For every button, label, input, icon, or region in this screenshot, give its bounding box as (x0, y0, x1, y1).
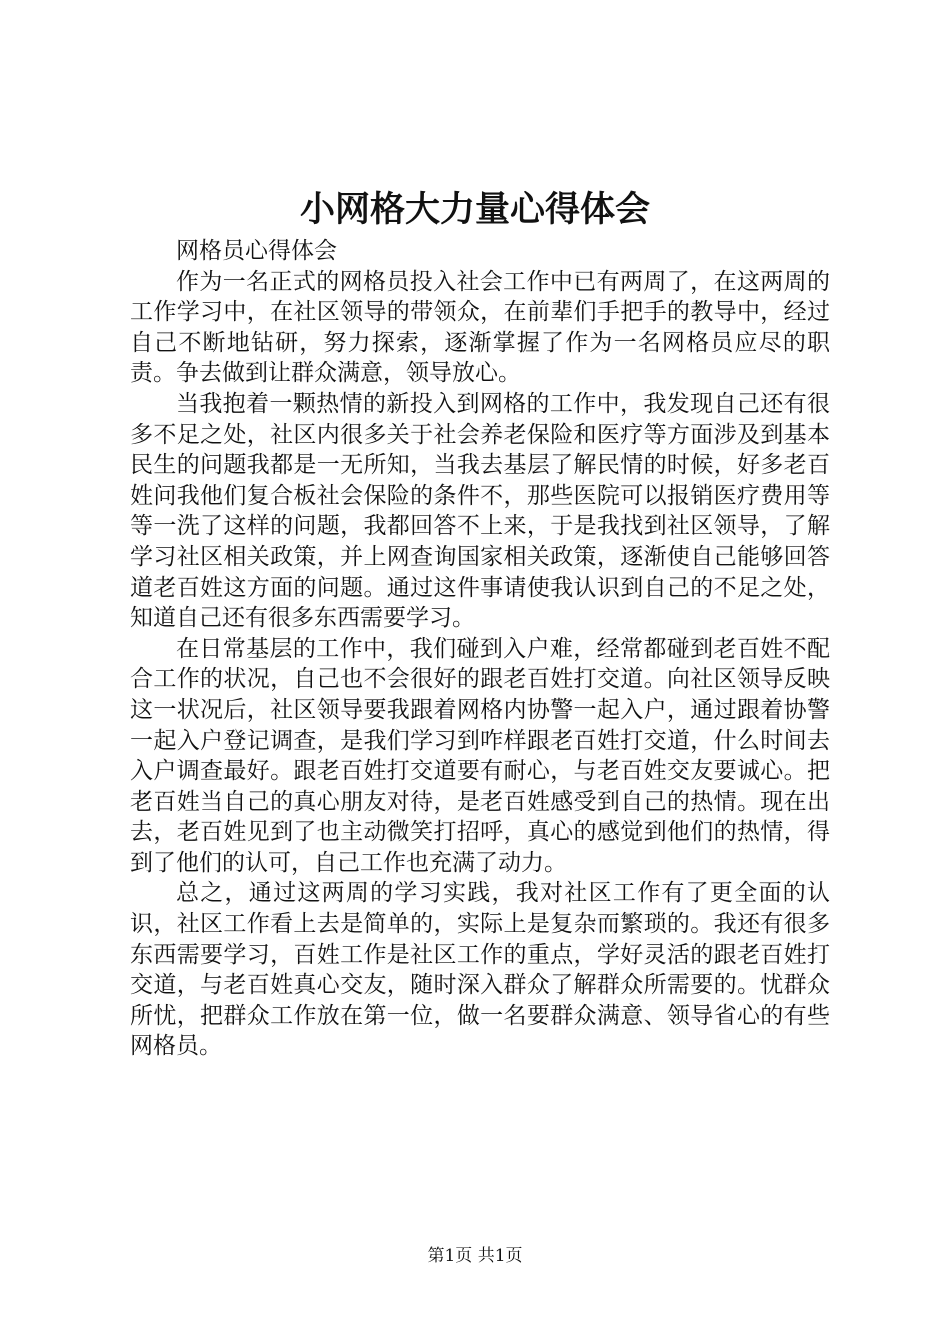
document-body (130, 236, 830, 1062)
section-heading: 网格员心得体会 (176, 238, 337, 264)
document-title: 小网格大力量心得体会 (299, 189, 650, 230)
paragraph: 在日常基层的工作中，我们碰到入户难，经常都碰到老百姓不配合工作的状况，自己也不会很好的跟老百姓打交道。向社区领导反映这一状况后，社区领导要我跟着网格内协警一起入户，通过跟着协警一起入户登记调查，是我们学习到咋样跟老百姓打交道，什么时间去入户调查最好。跟老百姓打交道要有耐心，与老百姓交友要诚心。把老百姓当自己的真心朋友对待，是老百姓感受到自己的热情。现在出去，老百姓见到了也主动微笑打招呼，真心的感觉到他们的热情，得到了他们的认可，自己工作也充满了动力。 (130, 635, 830, 876)
page-number-footer: 第1页 共1页 (427, 1246, 523, 1266)
paragraph: 作为一名正式的网格员投入社会工作中已有两周了，在这两周的工作学习中，在社区领导的带领众，在前辈们手把手的教导中，经过自己不断地钻研，努力探索，逐渐掌握了作为一名网格员应尽的职责。争去做到让群众满意，领导放心。 (130, 268, 830, 387)
paragraph: 当我抱着一颗热情的新投入到网格的工作中，我发现自己还有很多不足之处，社区内很多关于社会养老保险和医疗等方面涉及到基本民生的问题我都是一无所知，当我去基层了解民情的时候，好多老百姓问我他们复合板社会保险的条件不，那些医院可以报销医疗费用等等一洗了这样的问题，我都回答不上来，于是我找到社区领导，了解学习社区相关政策，并上网查询国家相关政策，逐渐使自己能够回答道老百姓这方面的问题。通过这件事请使我认识到自己的不足之处，知道自己还有很多东西需要学习。 (130, 390, 830, 632)
paragraph: 总之，通过这两周的学习实践，我对社区工作有了更全面的认识，社区工作看上去是简单的，实际上是复杂而繁琐的。我还有很多东西需要学习，百姓工作是社区工作的重点，学好灵活的跟老百姓打交道，与老百姓真心交友，随时深入群众了解群众所需要的。忧群众所忧，把群众工作放在第一位，做一名要群众满意、领导省心的有些网格员。 (130, 880, 830, 1060)
